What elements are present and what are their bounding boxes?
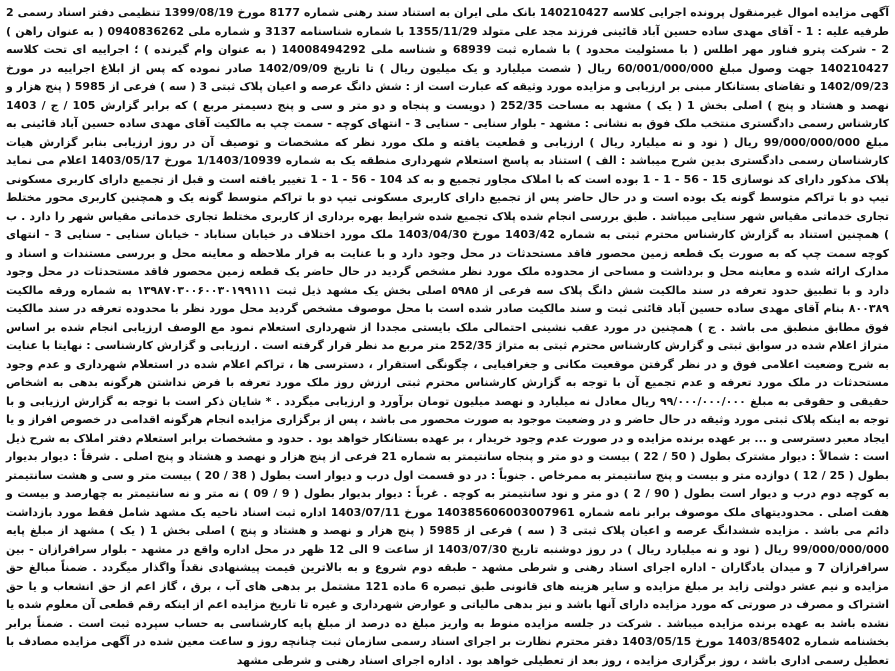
auction-notice-text: آگهی مزایده اموال غیرمنقول پرونده اجرایی کلاسه 140210427 بانک ملی ایران به استناد سند رهنی شماره 8177 مورخ 1399/08/19 تنظیمی دفتر اسناد رسمی 2 طرفیه علیه : 1 - آقای مهدی ساده حسین آباد قائینی فرزند مجد علی متولد 1355/11/29 با شماره شناسنامه 3137 و شماره ملی 0940836262 ( به عنوان راهن ) 2 - شرکت پترو فناور مهر اطلس ( با مسئولیت محدود ) با شماره ثبت 68939 و شناسه ملی 14008494292 ( به عنوان وام گیرنده ) ؛ اجراییه ای تحت کلاسه 140210427 جهت وصول مبلغ 60/001/000/000 ریال ( شصت میلیارد و یک میلیون ریال ) تا تاریخ 1402/09/09 صادر نموده که پس از ابلاغ اجراییه در مورخ 1402/09/23 و تقاضای بستانکار مبنی بر ارزیابی و مزایده مورد وثیقه که عبارت است از : شش دانگ عرصه و اعیان پلاک ثبتی 3 ( سه ) فرعی از 5985 ( پنج هزار و نهصد و هشتاد و پنج ) اصلی بخش 1 ( یک ) مشهد به مساحت 252/35 ( دویست و پنجاه و دو متر و سی و پنج دسیمتر مربع ) که برابر گزارش 105 / ج / 1403 کارشناس رسمی دادگستری منتخب ملک فوق به نشانی : مشهد - بلوار سنایی - سنایی 3 - انتهای کوچه - سمت چپ به مالکیت آقای مهدی ساده حسین آباد قائینی به مبلغ 99/000/000/000 ریال ( نود و نه میلیارد ریال ) ارزیابی و قطعیت یافته و ملک مورد نظر که مشخصات و توصیف آن در روز ارزیابی بنابر گزارش هیات کارشناسان رسمی دادگستری بدین شرح میباشد : الف ) استناد به پاسخ استعلام شهرداری منطقه یک به شماره 1/1403/10939 مورخ 1403/05/17 اعلام می نماید پلاک مذکور دارای کد نوسازی 15 - 56 - 1 - 1 بوده است که با املاک مجاور تجمیع و به کد 104 - 56 - 1 - 1 تغییر یافته است و قبل از تجمیع دارای کاربری مسکونی تیپ دو با تراکم متوسط گونه یک بوده است و در حال حاضر پس از تجمیع دارای کاربری مسکونی تیپ دو با تراکم متوسط گونه یک و همچنین کاربری محور مختلط تجاری خدماتی مقیاس شهر سنایی میباشد . طبق بررسی انجام شده پلاک تجمیع شده شرایط بهره برداری از کاربری مختلط تجاری خدماتی مقیاس شهر را دارد . ب ) همچنین استناد به گزارش کارشناس محترم ثبتی به شماره 1403/42 مورخ 1403/04/30 ملک مورد اختلاف در خیابان سناباد - خیابان سنایی - سنایی 3 - انتهای کوچه سمت چپ که به صورت یک قطعه زمین محصور فاقد مستحدثات در محل وجود دارد و با عنایت به قرار ملاحظه و معاینه محل و بررسی مستندات و اسناد و مدارک ارائه شده و معاینه محل و برداشت و مساحی از محدوده ملک مورد نظر مشخص گردید در حال حاضر یک قطعه زمین محصور فاقد مستحدثات در محل وجود دارد و با تطبیق حدود تعرفه در سند مالکیت شش دانگ پلاک سه فرعی از ۵۹۸۵ اصلی بخش یک مشهد ذیل ثبت ۱۳۹۸۷۰۳۰۰۶۰۰۳۰۱۹۹۱۱۱ به شماره ورقه مالکیت ۸۰۰۳۸۹ بنام آقای مهدی ساده حسین آباد قائنی ثبت و سند مالکیت صادر شده است با محل موصوف مشخص گردید محل مورد نظر با محدوده تعرفه در سند مالکیت فوق مطابق منطبق می باشد . ج ) همچنین در مورد عقب نشینی احتمالی ملک بایستی مجددا از شهرداری استعلام نمود مع الوصف ارزیابی انجام شده بر اساس متراژ اعلام شده در سوابق ثبتی و گزارش کارشناس محترم ثبتی به متراژ 252/35 متر مربع مد نظر قرار گرفته است . ارزیابی و گزارش کارشناسی : نهایتا با عنایت به شرح وضعیت اعلامی فوق و در نظر گرفتن موقعیت مکانی و جغرافیایی ، چگونگی استقرار ، دسترسی ها ، تراکم اعلام شده در استعلام شهرداری و عدم وجود مستحدثات در ملک مورد تعرفه و عدم تجمیع آن با توجه به گزارش کارشناس محترم ثبتی ارزش روز ملک مورد تعرفه با فرض نداشتن هرگونه بدهی به اشخاص حقیقی و حقوقی به مبلغ ۹۹/۰۰۰/۰۰۰/۰۰۰ ریال معادل نه میلیارد و نهصد میلیون تومان برآورد و ارزیابی میگردد . * شایان ذکر است با توجه به گزارش ارزیابی و با توجه به اینکه پلاک ثبتی مورد وثیقه در حال حاضر و در وضعیت موجود به صورت محصور می باشد ، پس از برگزاری مزایده انجام هرگونه اقدامی در خصوص افراز و یا ایجاد معبر دسترسی و ... بر عهده برنده مزایده و در صورت عدم وجود خریدار ، بر عهده بستانکار خواهد بود . حدود و مشخصات برابر استعلام دفتر املاک به شرح ذیل است : شمالاً : دیوار مشترک بطول ( 50 / 22 ) بیست و دو متر و پنجاه سانتیمتر به شماره 21 فرعی از پنج هزار و نهصد و هشتاد و پنج اصلی . شرقاً : دیوار بدیوار بطول ( 25 / 12 ) دوازده متر و بیست و پنج سانتیمتر به ممرخاص . جنوباً : در دو قسمت اول درب و دیوار است بطول ( 38 / 20 ) بیست متر و سی و هشت سانتیمتر به کوچه دوم درب و دیوار است بطول ( 90 / 2 ) دو متر و نود سانتیمتر به کوچه . غرباً : دیوار بدیوار بطول ( 9 / 09 ) نه متر و نه سانتیمتر به چهارصد و بیست و هفت اصلی . محدودیتهای ملک موصوف برابر نامه شماره 140385606003007961 مورخ 1403/07/11 اداره ثبت اسناد ناحیه یک مشهد شامل فقط مورد بازداشت دائم می باشد . مزایده ششدانگ عرصه و اعیان پلاک ثبتی 3 ( سه ) فرعی از 5985 ( پنج هزار و نهصد و هشتاد و پنج ) اصلی بخش 1 ( یک ) مشهد از مبلغ پایه 99/000/000/000 ریال ( نود و نه میلیارد ریال ) در روز دوشنبه تاریخ 1403/07/30 از ساعت 9 الی 12 ظهر در محل اداره واقع در مشهد - بلوار سرافرازان - بین سرافرازان 7 و میدان یادگاران - اداره اجرای اسناد رهنی و شرطی مشهد - طبقه دوم شروع و به بالاترین قیمت پیشنهادی نقداً واگذار میگردد . ضمناً مبالغ حق مزایده و نیم عشر دولتی زاید بر مبلغ مزایده و سایر هزینه های قانونی طبق تبصره 6 ماده 121 مشتمل بر بدهی های آب ، برق ، گاز اعم از حق انشعاب و یا حق اشتراک و مصرف در صورتی که مورد مزایده دارای آنها باشد و نیز بدهی مالیاتی و عوارض شهرداری و غیره تا تاریخ مزایده اعم از اینکه رقم قطعی آن معلوم شده یا نشده باشد به عهده برنده مزایده میباشد . شرکت در جلسه مزایده منوط به واریز مبلغ ده درصد از مبلغ پایه کارشناسی به حساب سپرده ثبت است . ضمناً برابر بخشنامه شماره 1403/85402 مورخ 1403/05/15 دفتر محترم نظارت بر اجرای اسناد رسمی سازمان ثبت چنانچه روز و ساعت معین شده در آگهی مزایده مصادف با تعطیل رسمی اداری باشد ، روز برگزاری مزایده ، روز بعد از تعطیلی خواهد بود . اداره اجرای اسناد رهنی و شرطی مشهد <box>6 6 890 667</box>
